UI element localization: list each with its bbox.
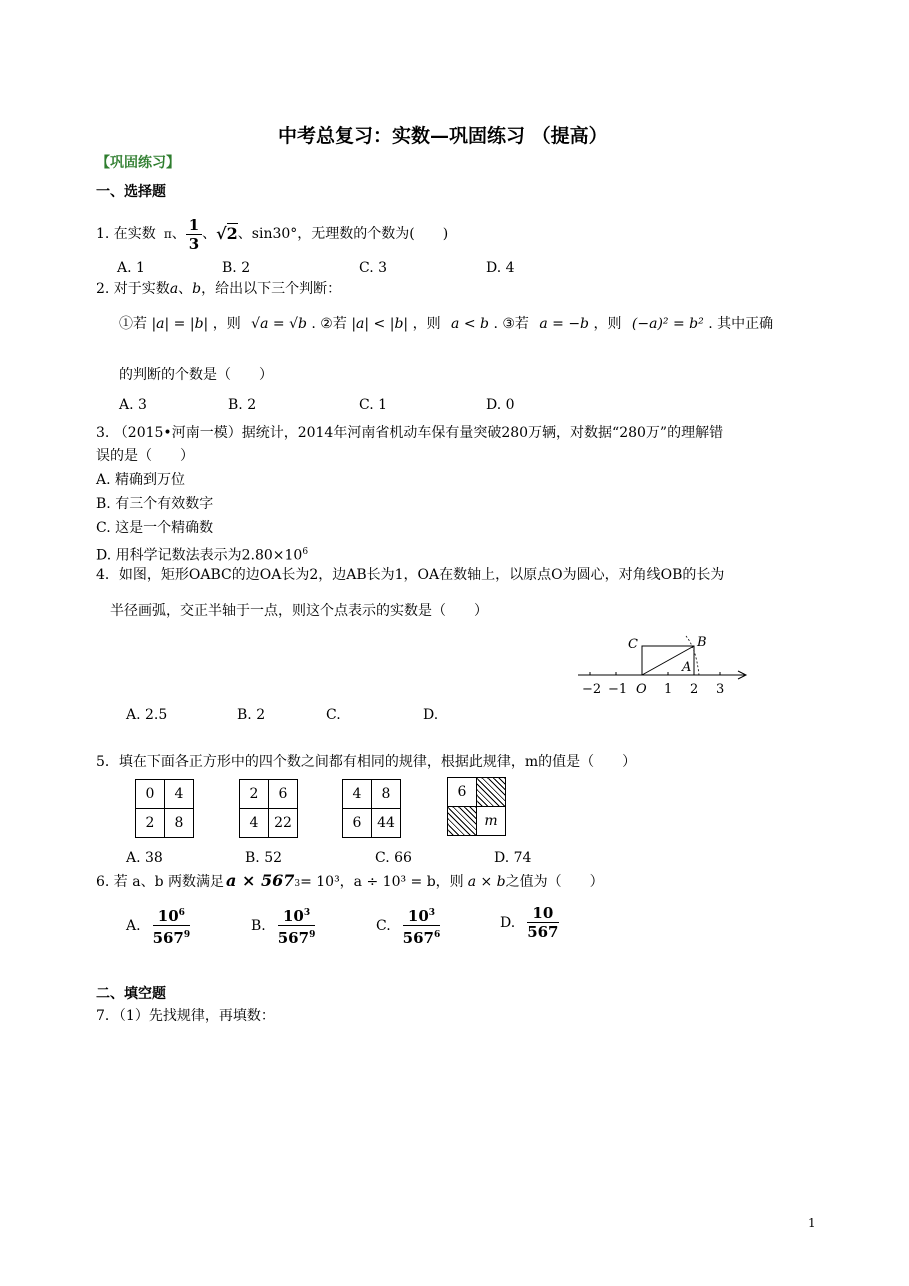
q1-frac-num: 1 bbox=[186, 216, 202, 235]
q5-option-b: B. 52 bbox=[245, 850, 283, 866]
q2-j2-res: a < b bbox=[451, 316, 489, 332]
grid-cell: 2 bbox=[136, 809, 165, 838]
q7-line1: 7．（1）先找规律，再填数： bbox=[96, 1008, 275, 1024]
q6-option-d bbox=[500, 904, 559, 941]
q1-sqrt: √2 bbox=[216, 224, 238, 243]
q1-sqrt-val: 2 bbox=[226, 224, 238, 243]
q6-d-num: 10 bbox=[532, 904, 554, 922]
tick-origin: O bbox=[636, 682, 647, 697]
grid-cell: 8 bbox=[372, 780, 401, 809]
q3-option-d-exp: 6 bbox=[302, 547, 309, 557]
tick-minus-2: −2 bbox=[582, 682, 602, 697]
q6-option-a-fraction bbox=[153, 904, 191, 947]
q5-grid-4 bbox=[447, 777, 506, 836]
q1-option-b: B. 2 bbox=[222, 260, 251, 276]
q3-option-a: A. 精确到万位 bbox=[96, 472, 186, 488]
q3-option-d bbox=[96, 543, 308, 565]
q6-b-den: 567 bbox=[277, 929, 310, 947]
label-c: C bbox=[628, 637, 638, 652]
q1-option-c: C. 3 bbox=[359, 260, 388, 276]
q2-line2: 的判断的个数是（ ） bbox=[119, 367, 273, 383]
tick-1: 1 bbox=[664, 682, 673, 697]
q3-line1: 3. （2015•河南一模）据统计，2014年河南省机动车保有量突破280万辆，对数据“280万”的理解错 bbox=[96, 425, 724, 441]
q2-j1-pre: ①若 bbox=[119, 316, 147, 332]
q5-option-c: C. 66 bbox=[375, 850, 412, 866]
grid-cell: 8 bbox=[165, 809, 194, 838]
q6-a-den-exp: 9 bbox=[183, 930, 191, 940]
q6-c-den: 567 bbox=[402, 929, 434, 947]
grid-cell: 0 bbox=[136, 780, 165, 809]
q6-prefix: 6. 若 a、b 两数满足 bbox=[96, 874, 225, 890]
q2-j3-res: (−a)² = b² bbox=[631, 316, 704, 332]
q6-expr1-exp: 3 bbox=[294, 879, 301, 889]
q2-then-2: ，则 bbox=[412, 316, 441, 332]
q1-sep-2: 、 bbox=[202, 226, 217, 242]
tick-2: 2 bbox=[690, 682, 699, 697]
q2-option-c: C. 1 bbox=[359, 397, 388, 413]
q2-option-b: B. 2 bbox=[228, 397, 257, 413]
page-number: 1 bbox=[808, 1216, 816, 1230]
q5-line1: 5．填在下面各正方形中的四个数之间都有相同的规律，根据此规律，m的值是（ ） bbox=[96, 754, 637, 770]
q2-option-d: D. 0 bbox=[486, 397, 515, 413]
q2-judgments bbox=[119, 315, 773, 333]
question-1 bbox=[96, 216, 448, 252]
q6-expr2: a × b bbox=[467, 874, 506, 890]
q2-intro: ，给出以下三个判断： bbox=[201, 281, 342, 297]
q3-option-b: B. 有三个有效数字 bbox=[96, 496, 214, 512]
hatched-cell bbox=[448, 807, 477, 836]
q4-option-d: D. bbox=[423, 707, 439, 723]
q4-option-b: B. 2 bbox=[237, 707, 266, 723]
q6-tail: 之值为（ ） bbox=[505, 874, 604, 890]
q1-fraction bbox=[186, 216, 202, 253]
q5-grid-2 bbox=[239, 779, 298, 838]
q1-frac-den: 3 bbox=[188, 234, 200, 253]
q6-option-b bbox=[251, 904, 315, 947]
section-heading-fill: 二、填空题 bbox=[96, 986, 166, 1002]
q5-option-d: D. 74 bbox=[494, 850, 532, 866]
q6-a-num: 10 bbox=[157, 907, 179, 925]
question-6 bbox=[96, 872, 604, 893]
q6-option-b-fraction bbox=[278, 904, 316, 947]
q1-rest: 、sin30°，无理数的个数为( ) bbox=[237, 226, 449, 242]
q6-option-c-label: C. bbox=[376, 917, 391, 934]
q6-option-d-label: D. bbox=[500, 914, 516, 931]
grid-cell: 6 bbox=[343, 809, 372, 838]
q2-var-a: a bbox=[169, 281, 179, 297]
q1-prefix: 1. 在实数 bbox=[96, 226, 156, 242]
q6-a-den: 567 bbox=[152, 929, 184, 947]
q1-option-a: A. 1 bbox=[117, 260, 145, 276]
q4-option-c: C. bbox=[326, 707, 341, 723]
q1-sep: 、 bbox=[171, 226, 186, 242]
q2-tail: . 其中正确 bbox=[708, 316, 774, 332]
grid-cell: 22 bbox=[269, 809, 298, 838]
q4-number-line-figure bbox=[570, 628, 755, 698]
page-title: 中考总复习：实数—巩固练习 （提高） bbox=[278, 125, 608, 147]
q6-option-a bbox=[126, 904, 190, 947]
q2-sep: 、 bbox=[178, 281, 193, 297]
q1-option-d: D. 4 bbox=[486, 260, 515, 276]
q3-line2: 误的是（ ） bbox=[96, 448, 194, 464]
q5-option-a: A. 38 bbox=[126, 850, 163, 866]
q2-option-a: A. 3 bbox=[119, 397, 147, 413]
q3-option-d-text: D. 用科学记数法表示为2.80×10 bbox=[96, 547, 303, 564]
q6-a-num-exp: 6 bbox=[178, 908, 185, 918]
grid-cell: 2 bbox=[240, 780, 269, 809]
q3-option-c: C. 这是一个精确数 bbox=[96, 520, 214, 536]
grid-cell: 6 bbox=[448, 778, 477, 807]
q6-b-num: 10 bbox=[282, 907, 304, 925]
grid-cell: 6 bbox=[269, 780, 298, 809]
q4-option-a: A. 2.5 bbox=[126, 707, 168, 723]
grid-cell: 44 bbox=[372, 809, 401, 838]
label-b: B bbox=[697, 635, 707, 650]
grid-cell-m: m bbox=[477, 807, 506, 836]
q4-line1: 4．如图，矩形OABC的边OA长为2，边AB长为1，OA在数轴上，以原点O为圆心，对角线OB的长为 bbox=[96, 567, 725, 583]
q2-var-b: b bbox=[192, 281, 202, 297]
q4-line2: 半径画弧，交正半轴于一点，则这个点表示的实数是（ ） bbox=[110, 603, 488, 619]
q6-c-num: 10 bbox=[407, 907, 429, 925]
question-2 bbox=[96, 280, 341, 298]
q6-option-b-label: B. bbox=[251, 917, 266, 934]
q2-j3-cond: a = −b bbox=[539, 316, 590, 332]
tick-3: 3 bbox=[716, 682, 725, 697]
grid-cell: 4 bbox=[343, 780, 372, 809]
q1-pi: π bbox=[163, 227, 172, 241]
q6-d-den: 567 bbox=[527, 923, 559, 941]
q2-j2-cond: |a| < |b| bbox=[351, 316, 409, 332]
q2-prefix: 2. 对于实数 bbox=[96, 281, 170, 297]
q2-j3-pre: . ③若 bbox=[493, 316, 529, 332]
q2-then-3: ，则 bbox=[593, 316, 622, 332]
hatched-cell bbox=[477, 778, 506, 807]
grid-cell: 4 bbox=[165, 780, 194, 809]
q6-c-num-exp: 3 bbox=[428, 908, 436, 918]
q2-j2-pre: . ②若 bbox=[311, 316, 347, 332]
q6-b-num-exp: 3 bbox=[303, 908, 311, 918]
q5-grid-1 bbox=[135, 779, 194, 838]
q5-grid-3 bbox=[342, 779, 401, 838]
tick-minus-1: −1 bbox=[608, 682, 628, 697]
grid-cell: 4 bbox=[240, 809, 269, 838]
q6-expr1: a × 567 bbox=[226, 871, 295, 890]
q2-then-1: ，则 bbox=[212, 316, 241, 332]
section-heading-choice: 一、选择题 bbox=[96, 184, 166, 200]
section-tag: 【巩固练习】 bbox=[96, 155, 180, 171]
q2-j1-res: √a = √b bbox=[251, 316, 307, 332]
q6-option-d-fraction bbox=[527, 904, 558, 941]
q6-c-den-exp: 6 bbox=[433, 930, 441, 940]
q6-mid: = 10³，a ÷ 10³ = b，则 bbox=[300, 874, 464, 890]
q6-option-c-fraction bbox=[403, 904, 441, 947]
label-a: A bbox=[682, 660, 692, 675]
q2-j1-cond: |a| = |b| bbox=[151, 316, 209, 332]
q6-option-a-label: A. bbox=[126, 917, 141, 934]
q6-option-c bbox=[376, 904, 440, 947]
q6-b-den-exp: 9 bbox=[309, 930, 316, 940]
